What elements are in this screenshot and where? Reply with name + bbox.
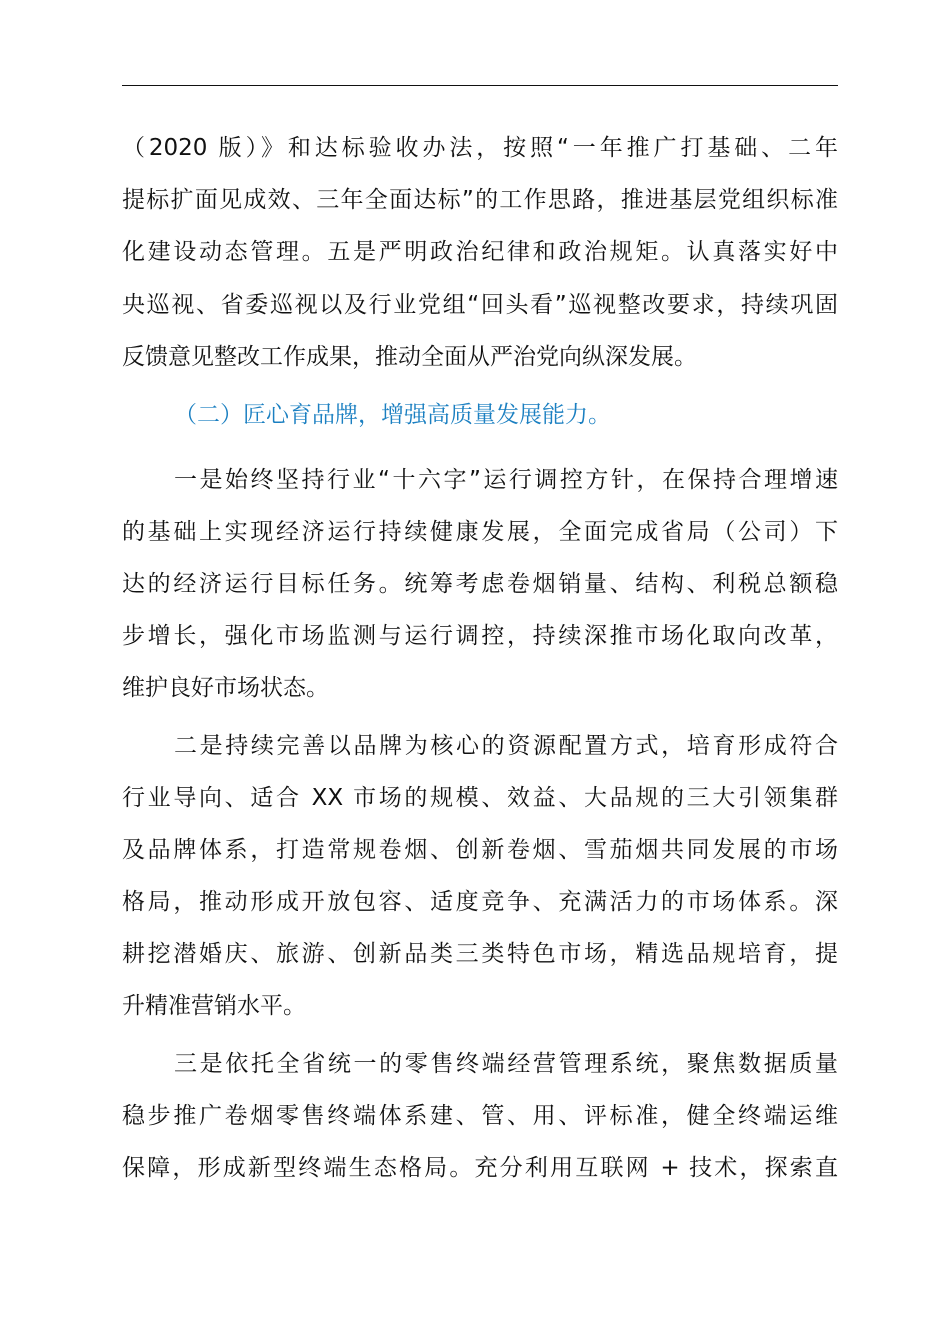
- text-line: 维护良好市场状态。: [122, 675, 329, 701]
- text-line: 保障，形成新型终端生态格局。充分利用互联网 + 技术，探索直: [122, 1155, 838, 1181]
- text-line: （2020 版）》和达标验收办法，按照“一年推广打基础、二年: [122, 135, 838, 161]
- section-heading: （二）匠心育品牌，增强高质量发展能力。: [174, 402, 611, 428]
- text-line: 的基础上实现经济运行持续健康发展，全面完成省局（公司）下: [122, 519, 838, 545]
- text-line: 一是始终坚持行业“十六字”运行调控方针，在保持合理增速: [174, 467, 838, 493]
- text-line: 步增长，强化市场监测与运行调控，持续深推市场化取向改革，: [122, 623, 838, 649]
- text-line: 央巡视、省委巡视以及行业党组“回头看”巡视整改要求，持续巩固: [122, 292, 838, 318]
- header-rule: [122, 85, 838, 86]
- text-line: 反馈意见整改工作成果，推动全面从严治党向纵深发展。: [122, 344, 697, 370]
- text-line: 二是持续完善以品牌为核心的资源配置方式，培育形成符合: [174, 733, 838, 759]
- text-line: 耕挖潜婚庆、旅游、创新品类三类特色市场，精选品规培育，提: [122, 941, 838, 967]
- text-line: 化建设动态管理。五是严明政治纪律和政治规矩。认真落实好中: [122, 239, 838, 265]
- text-line: 及品牌体系，打造常规卷烟、创新卷烟、雪茄烟共同发展的市场: [122, 837, 838, 863]
- text-line: 达的经济运行目标任务。统筹考虑卷烟销量、结构、利税总额稳: [122, 571, 838, 597]
- text-line: 格局，推动形成开放包容、适度竞争、充满活力的市场体系。深: [122, 889, 838, 915]
- text-line: 三是依托全省统一的零售终端经营管理系统，聚焦数据质量: [174, 1051, 838, 1077]
- text-line: 行业导向、适合 XX 市场的规模、效益、大品规的三大引领集群: [122, 785, 838, 811]
- text-line: 升精准营销水平。: [122, 993, 306, 1019]
- text-line: 提标扩面见成效、三年全面达标”的工作思路，推进基层党组织标准: [122, 187, 838, 213]
- text-line: 稳步推广卷烟零售终端体系建、管、用、评标准，健全终端运维: [122, 1103, 838, 1129]
